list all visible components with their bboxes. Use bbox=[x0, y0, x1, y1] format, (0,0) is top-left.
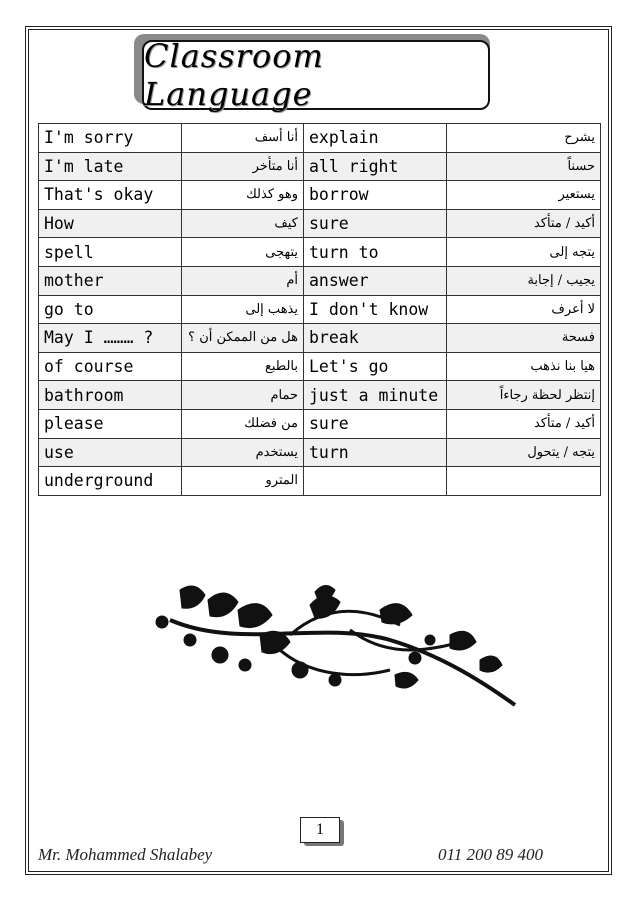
arabic-translation: أكيد / متأكد bbox=[447, 209, 601, 238]
arabic-translation: يستعير bbox=[447, 181, 601, 210]
english-term: break bbox=[304, 324, 447, 353]
floral-ornament bbox=[150, 580, 522, 712]
arabic-translation: أنا أسف bbox=[182, 124, 304, 153]
table-row bbox=[39, 467, 601, 496]
arabic-translation: يذهب إلى bbox=[182, 295, 304, 324]
english-term: borrow bbox=[304, 181, 447, 210]
english-term: answer bbox=[304, 266, 447, 295]
english-term: turn to bbox=[304, 238, 447, 267]
arabic-translation: إنتظر لحظة رجاءاً bbox=[447, 381, 601, 410]
english-term: That's okay bbox=[39, 181, 182, 210]
table-row bbox=[39, 152, 601, 181]
arabic-translation: المترو bbox=[182, 467, 304, 496]
english-term: sure bbox=[304, 209, 447, 238]
arabic-translation: لا أعرف bbox=[447, 295, 601, 324]
arabic-translation bbox=[447, 467, 601, 496]
arabic-translation: من فضلك bbox=[182, 409, 304, 438]
english-term: Let's go bbox=[304, 352, 447, 381]
table-row bbox=[39, 124, 601, 153]
english-term: May I ……… ? bbox=[39, 324, 182, 353]
english-term: spell bbox=[39, 238, 182, 267]
english-term: How bbox=[39, 209, 182, 238]
footer-phone: 011 200 89 400 bbox=[438, 845, 543, 864]
english-term: use bbox=[39, 438, 182, 467]
arabic-translation: يتجه إلى bbox=[447, 238, 601, 267]
page-title: Classroom Language bbox=[144, 37, 324, 113]
arabic-translation: حسناً bbox=[447, 152, 601, 181]
table-row bbox=[39, 181, 601, 210]
english-term: mother bbox=[39, 266, 182, 295]
english-term: explain bbox=[304, 124, 447, 153]
arabic-translation: يشرح bbox=[447, 124, 601, 153]
arabic-translation: فسحة bbox=[447, 324, 601, 353]
page-number-box bbox=[300, 817, 340, 843]
english-term: sure bbox=[304, 409, 447, 438]
english-term: I don't know bbox=[304, 295, 447, 324]
english-term: bathroom bbox=[39, 381, 182, 410]
table-row bbox=[39, 266, 601, 295]
arabic-translation: أنا متأخر bbox=[182, 152, 304, 181]
arabic-translation: وهو كذلك bbox=[182, 181, 304, 210]
english-term: go to bbox=[39, 295, 182, 324]
english-term: just a minute bbox=[304, 381, 447, 410]
table-row bbox=[39, 209, 601, 238]
english-term: of course bbox=[39, 352, 182, 381]
arabic-translation: هل من الممكن أن ؟ bbox=[182, 324, 304, 353]
table-row bbox=[39, 295, 601, 324]
arabic-translation: يتجه / يتحول bbox=[447, 438, 601, 467]
english-term: turn bbox=[304, 438, 447, 467]
table-row bbox=[39, 324, 601, 353]
arabic-translation: بالطبع bbox=[182, 352, 304, 381]
arabic-translation: أم bbox=[182, 266, 304, 295]
english-term: all right bbox=[304, 152, 447, 181]
arabic-translation: يتهجى bbox=[182, 238, 304, 267]
arabic-translation: يستخدم bbox=[182, 438, 304, 467]
table-row bbox=[39, 409, 601, 438]
arabic-translation: يجيب / إجابة bbox=[447, 266, 601, 295]
arabic-translation: كيف bbox=[182, 209, 304, 238]
arabic-translation: حمام bbox=[182, 381, 304, 410]
english-term: I'm sorry bbox=[39, 124, 182, 153]
table-row bbox=[39, 352, 601, 381]
table-row bbox=[39, 438, 601, 467]
footer-author: Mr. Mohammed Shalabey bbox=[38, 845, 213, 864]
arabic-translation: هيا بنا نذهب bbox=[447, 352, 601, 381]
english-term: underground bbox=[39, 467, 182, 496]
arabic-translation: أكيد / متأكد bbox=[447, 409, 601, 438]
english-term: I'm late bbox=[39, 152, 182, 181]
title-box bbox=[142, 37, 490, 113]
english-term bbox=[304, 467, 447, 496]
english-term: please bbox=[39, 409, 182, 438]
table-row bbox=[39, 238, 601, 267]
vocabulary-table bbox=[38, 123, 601, 496]
page-number: 1 bbox=[316, 821, 324, 838]
table-row bbox=[39, 381, 601, 410]
